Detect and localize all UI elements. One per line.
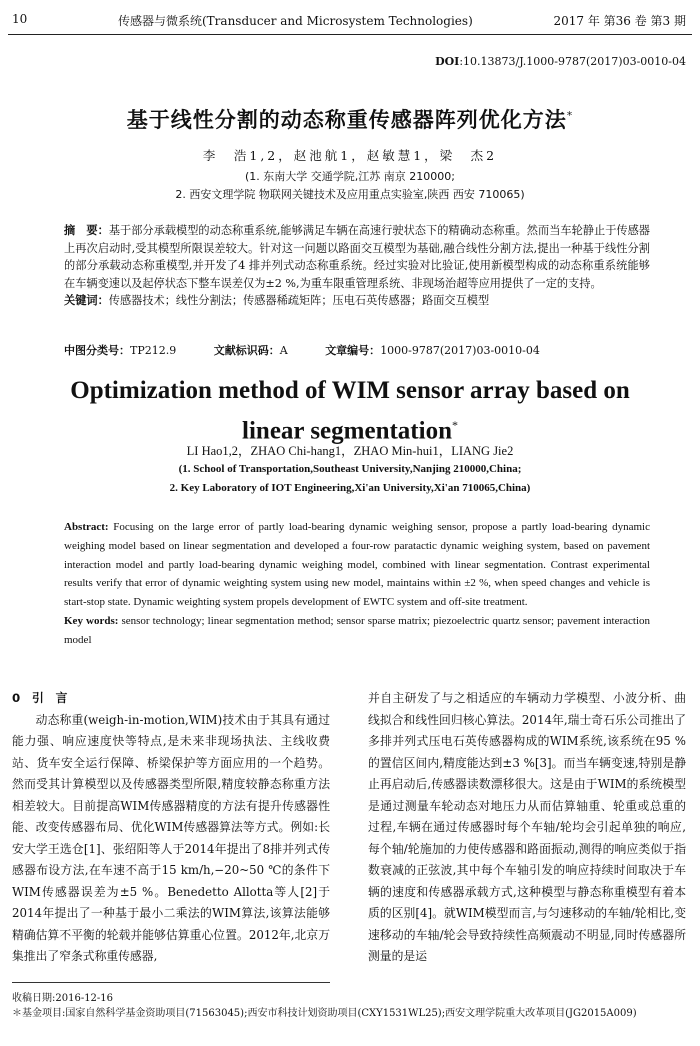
english-title-mark: *	[451, 418, 458, 432]
english-title-line2: linear segmentation	[242, 417, 452, 445]
english-title-line1: Optimization method of WIM sensor array based on	[70, 377, 630, 404]
english-abstract-label: Abstract:	[64, 521, 109, 533]
journal-name: 传感器与微系统(Transducer and Microsystem Technologies)	[118, 14, 473, 28]
english-authors: LI Hao1,2，ZHAO Chi-hang1，ZHAO Min-hui1，LIANG Jie2	[186, 444, 514, 458]
chinese-authors: 李 浩1,2，赵池航1，赵敏慧1，梁 杰2	[202, 148, 498, 163]
doc-code-value: A	[279, 344, 288, 357]
chinese-affiliation-2: 2. 西安文理学院 物联网关键技术及应用重点实验室,陕西 西安 710065)	[175, 188, 525, 201]
body-right-paragraph: 并自主研发了与之相适应的车辆动力学模型、小波分析、曲线拟合和线性回归核心算法。2014年,瑞士奇石乐公司推出了多排并列式压电石英传感器构成的WIM系统,该系统在95 %的置信区间内,精度能达到±3 %[3]。而当车辆变速,特别是静止再启动后,传感器读数漂移很大。这是由于WIM的系统模型是通过测量车轮动态对地压力从而估算轴重、轮重或总重的过程,车辆在通过传感器时每个车轴/轮均会引起单独的响应,每个轴/轮施加的力使传感器和路面振动,测得的响应类似于指数衰减的正弦波,其中每个车轴引发的响应持续时间取决于车辆的速度和传感器承载方式,这种模型与静态称重模型有着本质的区别[4]。就WIM模型而言,与匀速移动的车轴/轮相比,变速移动的车轴/轮会导致持续性高频震动不明显,同时传感器所测量的是运	[368, 691, 686, 963]
footnotes	[12, 991, 688, 1021]
english-affiliation-1: (1. School of Transportation,Southeast University,Nanjing 210000,China;	[178, 463, 522, 475]
issue-info: 2017 年 第36 卷 第3 期	[553, 14, 686, 28]
doi-value: :10.13873/J.1000-9787(2017)03-0010-04	[459, 55, 686, 68]
fund-info: ＊基金项目:国家自然科学基金资助项目(71563045);西安市科技计划资助项目(CXY1531WL25);西安文理学院重大改革项目(JG2015A009)	[12, 1008, 637, 1019]
chinese-abstract	[64, 222, 650, 310]
body-right-column	[368, 688, 686, 968]
doi	[435, 55, 686, 68]
chinese-title-mark: *	[566, 109, 574, 122]
english-abstract-text: Focusing on the large error of partly load-bearing dynamic weighing sensor, propose a partly load-bearing dynamic weighing model based on linear segmentation and developed a four-row paratactic dynamic weighing system, based on pavement interaction model and partly load-bearing dynamic weighing model, combined with linear segmentation. Contrast experimental results verify that error of dynamic weighting system using new model, maintains within ±2 %, when speed changes and vehicle is start-stop state. Dynamic weighting system propels development of EWTC system and off-site treatment.	[64, 521, 650, 609]
page-number: 10	[12, 12, 28, 26]
chinese-keywords: 传感器技术；线性分割法；传感器稀疏矩阵；压电石英传感器；路面交互模型	[108, 294, 490, 307]
article-no-value: 1000-9787(2017)03-0010-04	[380, 344, 540, 357]
english-title	[0, 374, 700, 448]
english-keywords: sensor technology; linear segmentation method; sensor sparse matrix; piezoelectric quartz sensor; pavement interaction model	[64, 614, 651, 646]
chinese-affiliation-1: (1. 东南大学 交通学院,江苏 南京 210000;	[245, 170, 455, 183]
english-abstract	[64, 518, 650, 650]
body-left-column	[12, 688, 330, 968]
received-date: 收稿日期:2016-12-16	[12, 993, 114, 1004]
chinese-abstract-label: 摘 要：	[64, 224, 109, 237]
english-affiliation-2: 2. Key Laboratory of IOT Engineering,Xi'an University,Xi'an 710065,China)	[169, 482, 531, 494]
header-rule	[8, 34, 692, 35]
doi-label: DOI	[435, 55, 460, 68]
clc-value: TP212.9	[130, 344, 177, 357]
chinese-title-text: 基于线性分割的动态称重传感器阵列优化方法	[126, 108, 567, 132]
article-no-label: 文章编号：	[325, 344, 381, 357]
chinese-abstract-text: 基于部分承载模型的动态称重系统,能够满足车辆在高速行驶状态下的精确动态称重。然而当车轮静止于传感器上再次启动时,受其模型所限误差较大。针对这一问题以路面交互模型为基础,融合线性分割方法,提出一种基于线性分割的部分承载动态称重模型,并开发了4 排并列式动态称重系统。经过实验对比验证,使用新模型构成的动态称重系统能够在车辆变速以及起停状态下整车误差仅为±2 %,为重车限重管理系统、非现场治超等应用提供了一定的支持。	[64, 224, 650, 290]
body-left-paragraph: 动态称重(weigh-in-motion,WIM)技术由于其具有通过能力强、响应速度快等特点,是未来非现场执法、主线收费站、货车安全运行保障、桥梁保护等方面应用的一个趋势。然而受其计算模型以及传感器类型所限,精度较静态称重方法相差较大。目前提高WIM传感器精度的方法有提升传感器性能、改变传感器布局、优化WIM传感器算法等方式。例如:长安大学王选仓[1]、张绍阳等人于2014年提出了8排并列式传感器布设方法,在车速不高于15 km/h,−20~50 ℃的条件下WIM传感器误差为±5 %。Benedetto Allotta等人[2]于2014年提出了一种基于最小二乘法的WIM算法,该算法能够精确估算不平衡的轮载并能够估算重心位置。2012年,北京万集推出了窄条式称重传感器,	[12, 712, 330, 963]
footnote-rule	[12, 982, 330, 983]
doc-code-label: 文献标识码：	[213, 344, 280, 357]
english-keywords-label: Key words:	[64, 614, 119, 627]
clc-label: 中图分类号：	[64, 344, 130, 357]
chinese-keywords-label: 关键词：	[64, 294, 109, 307]
section-heading: 0 引 言	[12, 691, 68, 705]
chinese-title	[0, 104, 700, 134]
classification-line	[64, 342, 540, 358]
